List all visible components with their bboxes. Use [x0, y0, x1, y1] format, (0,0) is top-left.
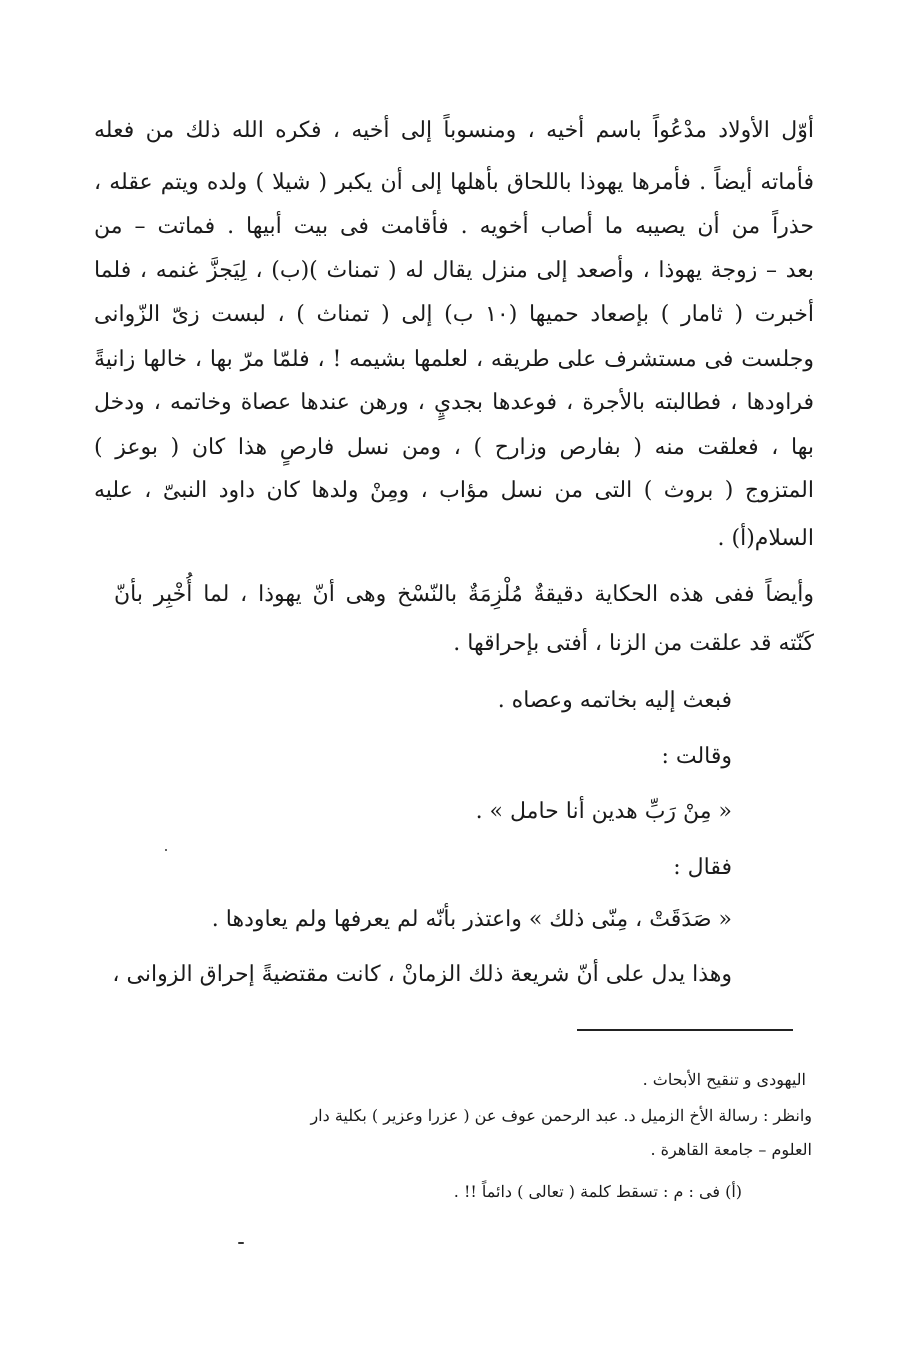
body-line: فأماته أيضاً . فأمرها يهوذا باللحاق بأهلها إلى أن يكبر ( شيلا ) ولده ويتم عقله ،	[94, 170, 814, 195]
body-line: فراودها ، فطالبته بالأجرة ، فوعدها بجديٍ ، ورهن عندها عصاة وخاتمه ، ودخل	[94, 390, 814, 415]
footnote-separator	[577, 1029, 793, 1031]
body-line: كَنّته قد علقت من الزنا ، أفتى بإحراقها .	[453, 631, 814, 656]
footnote-line: اليهودى و تنقيح الأبحاث .	[642, 1070, 806, 1089]
closing-line: وهذا يدل على أنّ شريعة ذلك الزمانْ ، كانت مقتضيةً إحراق الزوانى ،	[112, 962, 732, 987]
body-line: أوّل الأولاد مدْعُواً باسم أخيه ، ومنسوباً إلى أخيه ، فكره الله ذلك من فعله	[94, 118, 814, 143]
dialogue-line: فبعث إليه بخاتمه وعصاه .	[497, 688, 732, 713]
dialogue-line: وقالت :	[661, 744, 732, 769]
scan-speck	[238, 1242, 244, 1244]
body-line: المتزوج ( بروث ) التى من نسل مؤاب ، ومِنْ ولدها كان داود النبىّ ، عليه	[94, 478, 814, 503]
scan-speck	[165, 849, 167, 851]
body-line: بها ، فعلقت منه ( بفارص وزارح ) ، ومن نسل فارصٍ هذا كان ( بوعز )	[94, 435, 814, 460]
body-line: بعد – زوجة يهوذا ، وأصعد إلى منزل يقال له ( تمناث )(ب) ، لِيَجزَّ غنمه ، فلما	[94, 258, 814, 283]
dialogue-line: فقال :	[673, 855, 732, 880]
body-line: أخبرت ( ثامار ) بإصعاد حميها (١٠ ب) إلى ( تمناث ) ، لبست زىّ الزّوانى	[94, 302, 814, 327]
body-line: وجلست فى مستشرف على طريقه ، لعلمها بشيمه ! ، فلمّا مرّ بها ، خالها زانيةً	[94, 347, 814, 372]
body-line: السلام(أ) .	[717, 526, 814, 551]
dialogue-line: « صَدَقَتْ ، مِنّى ذلك » واعتذر بأنّه لم يعرفها ولم يعاودها .	[211, 907, 732, 932]
footnote-line: العلوم – جامعة القاهرة .	[650, 1140, 812, 1159]
footnote-line: (أ) فى : م : تسقط كلمة ( تعالى ) دائماً !! .	[453, 1182, 742, 1201]
footnote-line: وانظر : رسالة الأخ الزميل د. عبد الرحمن عوف عن ( عزرا وعزير ) بكلية دار	[310, 1106, 812, 1125]
body-line: حذراً من أن يصيبه ما أصاب أخويه . فأقامت فى بيت أبيها . فماتت – من	[94, 214, 814, 239]
dialogue-line: « مِنْ رَبِّ هدين أنا حامل » .	[475, 799, 732, 824]
body-line: وأيضاً ففى هذه الحكاية دقيقةٌ مُلْزِمَةٌ بالنّسْخ وهى أنّ يهوذا ، لما أُخْبِر بأنّ	[114, 582, 814, 607]
